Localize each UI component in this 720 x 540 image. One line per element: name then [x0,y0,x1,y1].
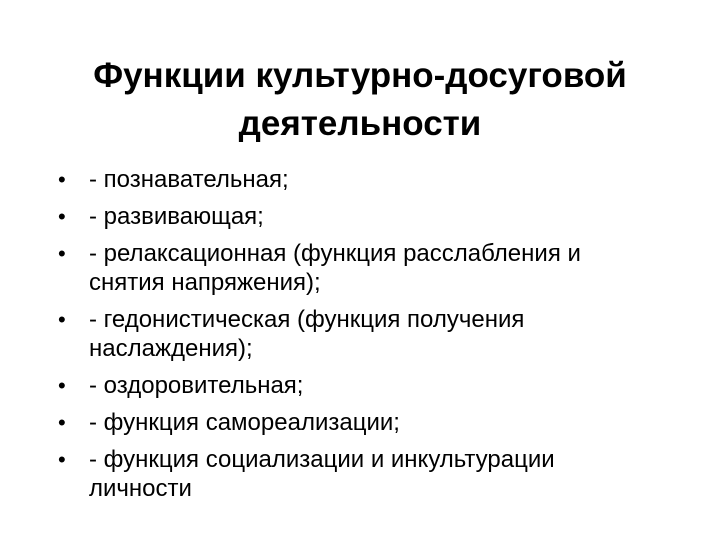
bullet-item-hedonistic [58,305,658,363]
bullet-item-relaxation [58,239,658,297]
bullet-text: - гедонистическая (функция получения наслаждения); [89,306,525,362]
bullet-text: - функция социализации и инкультурации личности [89,446,555,502]
bullet-list [58,165,658,511]
bullet-item-health [58,371,658,400]
bullet-icon: • [58,204,66,229]
bullet-text: - развивающая; [89,203,264,230]
bullet-item-socialization [58,445,658,503]
bullet-text: - познавательная; [89,166,289,193]
bullet-item-developing [58,202,658,231]
bullet-icon: • [58,167,66,192]
bullet-icon: • [58,241,66,266]
slide-title-line-2: деятельности [238,104,482,143]
bullet-item-cognitive [58,165,658,194]
slide-title-line-1: Функции культурно-досуговой [93,56,627,95]
bullet-icon: • [58,410,66,435]
bullet-text: - оздоровительная; [89,372,304,399]
slide-title [36,52,684,148]
bullet-item-self-realization [58,408,658,437]
bullet-icon: • [58,373,66,398]
bullet-icon: • [58,447,66,472]
bullet-text: - релаксационная (функция расслабления и снятия напряжения); [89,240,581,296]
bullet-text: - функция самореализации; [89,409,400,436]
bullet-icon: • [58,307,66,332]
